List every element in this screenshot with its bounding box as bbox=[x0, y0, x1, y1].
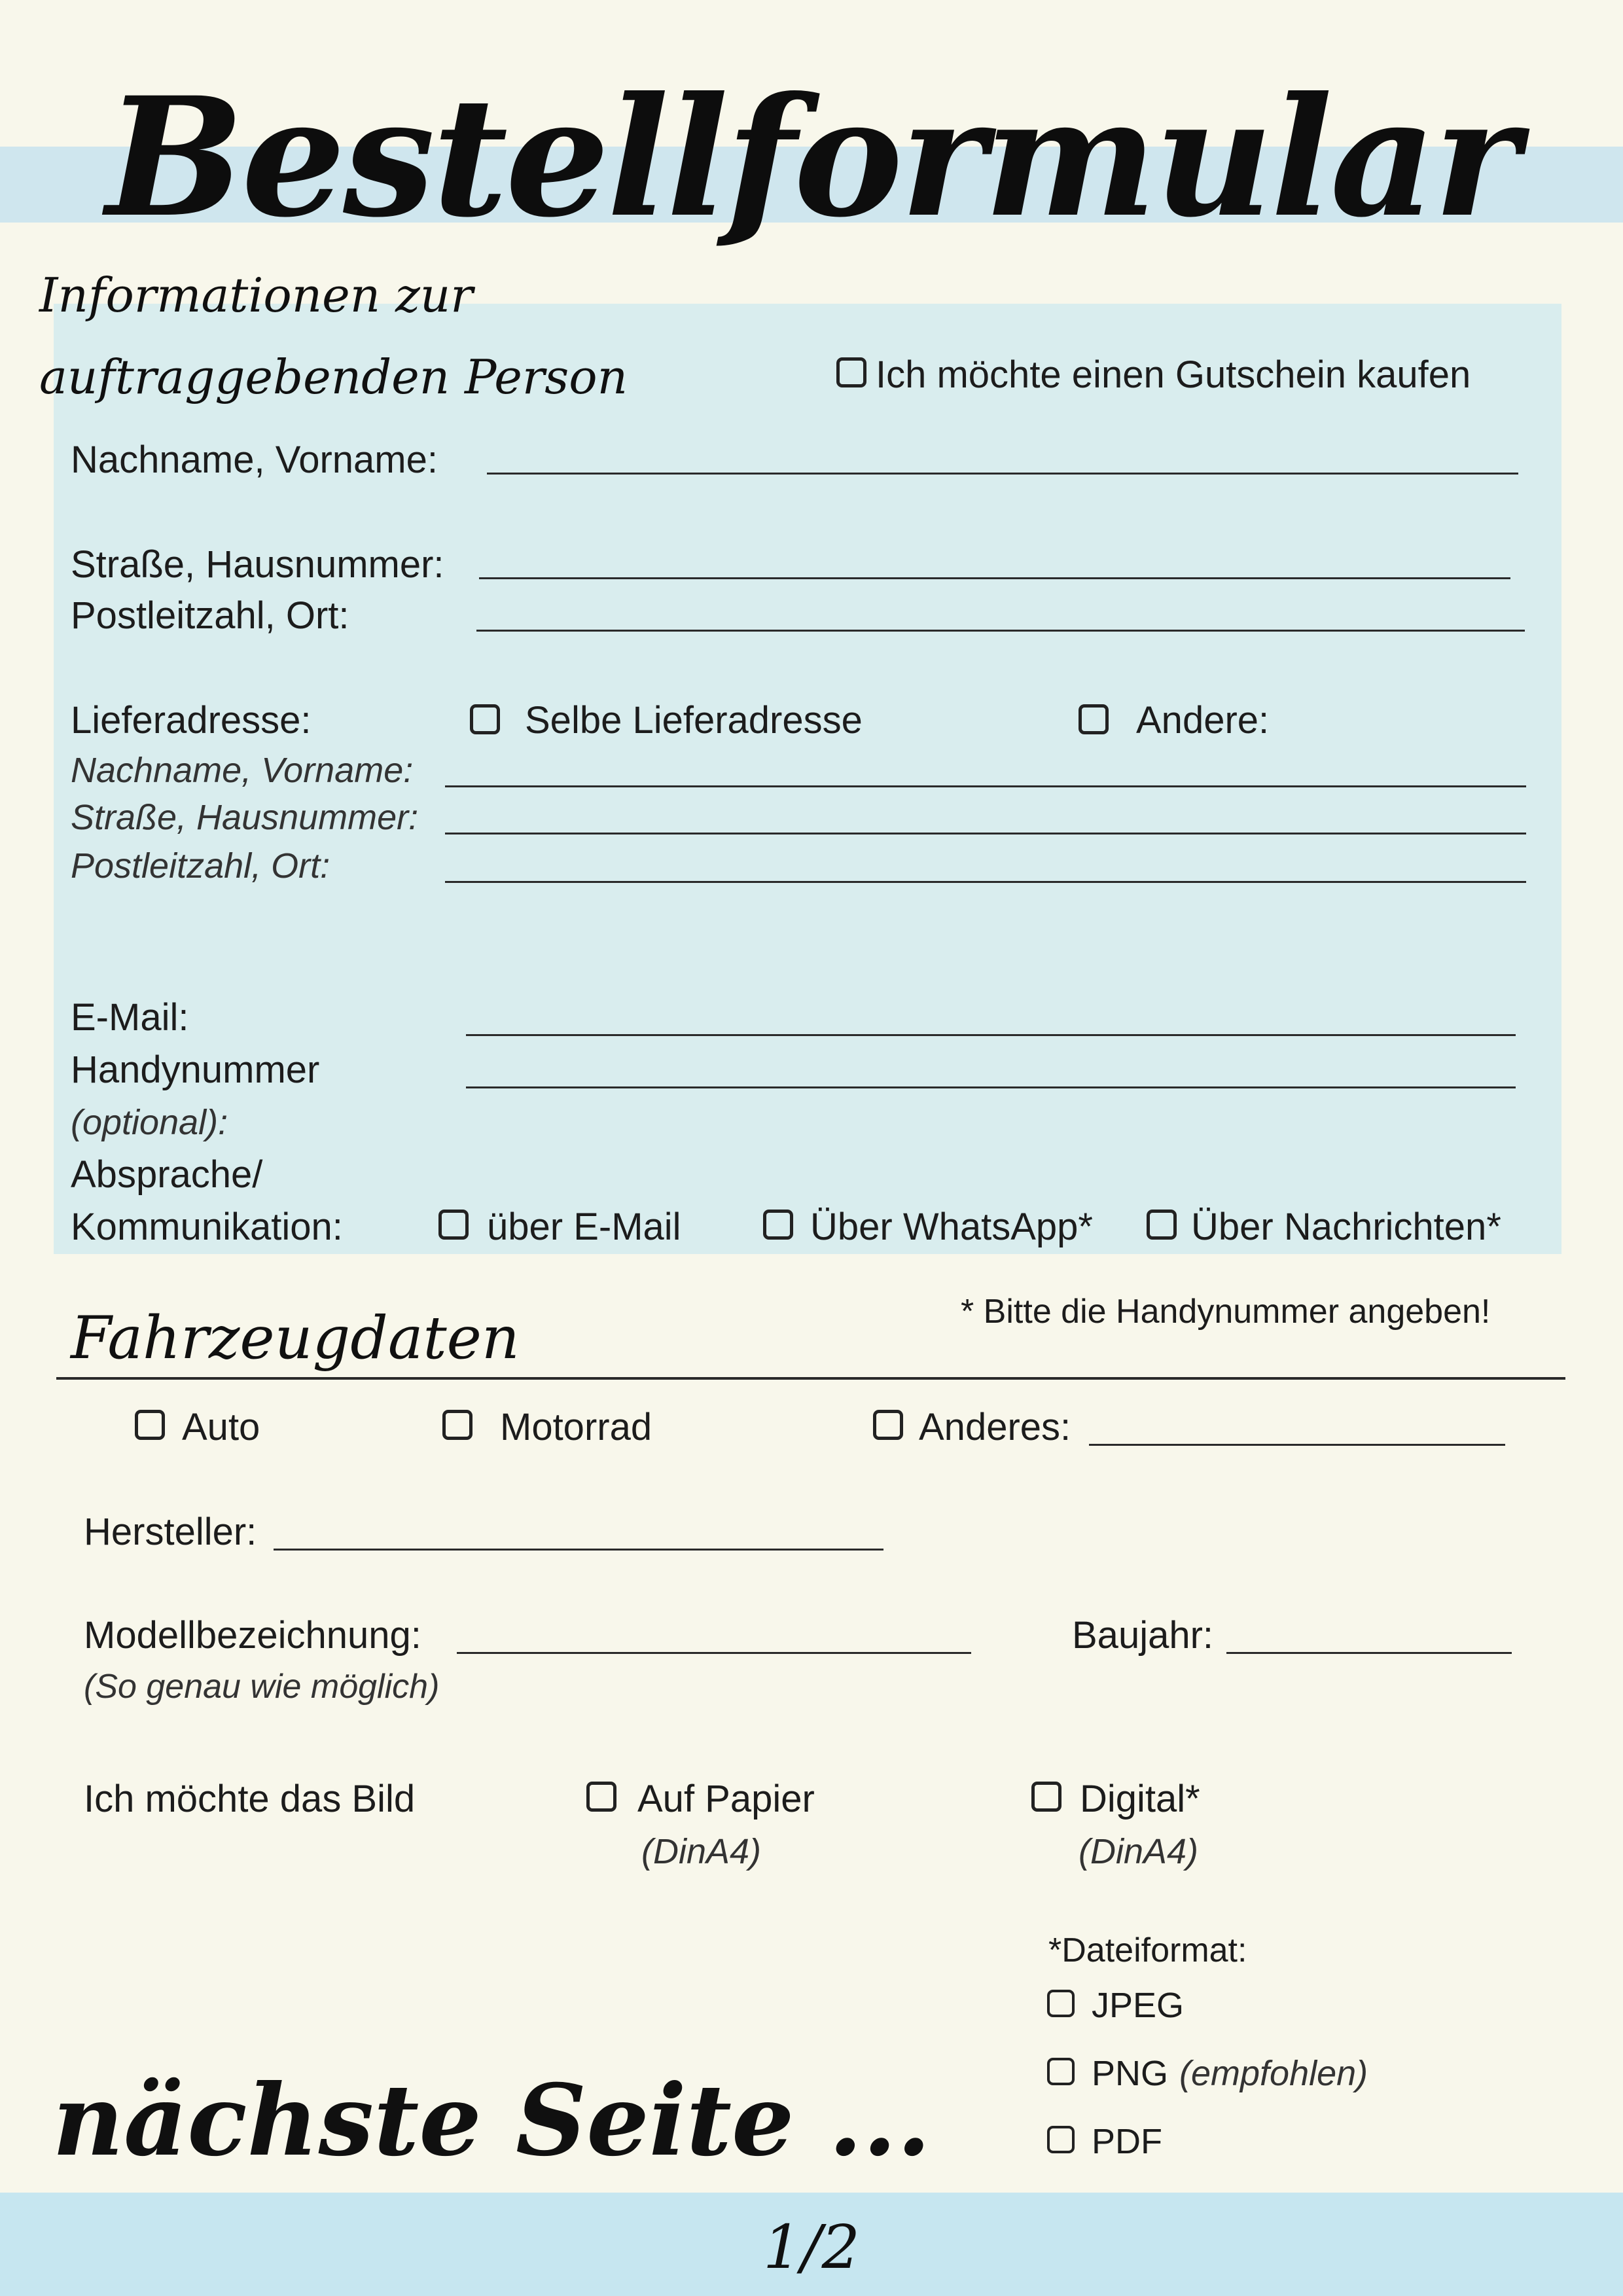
delivery-street-label: Straße, Hausnummer: bbox=[71, 798, 419, 837]
comm-email-checkbox[interactable] bbox=[438, 1210, 469, 1240]
png-checkbox[interactable] bbox=[1047, 2058, 1075, 2085]
voucher-label: Ich möchte einen Gutschein kaufen bbox=[876, 353, 1471, 396]
jpeg-checkbox[interactable] bbox=[1047, 1990, 1075, 2017]
other-address-label: Andere: bbox=[1136, 699, 1270, 742]
street-label: Straße, Hausnummer: bbox=[71, 543, 444, 586]
png-label: PNG bbox=[1092, 2054, 1169, 2093]
same-address-checkbox[interactable] bbox=[470, 704, 500, 734]
comm-email-label: über E-Mail bbox=[487, 1206, 681, 1248]
digital-label: Digital* bbox=[1080, 1778, 1200, 1820]
image-label: Ich möchte das Bild bbox=[84, 1778, 416, 1820]
model-field[interactable] bbox=[457, 1614, 971, 1652]
png-note: (empfohlen) bbox=[1179, 2054, 1368, 2093]
delivery-street-line bbox=[445, 833, 1526, 834]
pdf-checkbox[interactable] bbox=[1047, 2126, 1075, 2153]
name-field[interactable] bbox=[487, 435, 1518, 473]
year-label: Baujahr: bbox=[1072, 1614, 1214, 1657]
email-label: E-Mail: bbox=[71, 996, 189, 1039]
manufacturer-field[interactable] bbox=[274, 1511, 883, 1549]
vehicle-other-label: Anderes: bbox=[919, 1406, 1071, 1448]
vehicle-motorrad-label: Motorrad bbox=[500, 1406, 652, 1448]
vehicle-heading: Fahrzeugdaten bbox=[71, 1304, 520, 1372]
name-label: Nachname, Vorname: bbox=[71, 439, 438, 481]
zip-field[interactable] bbox=[476, 592, 1525, 630]
phone-label: Handynummer bbox=[71, 1049, 320, 1091]
email-field-line bbox=[466, 1034, 1516, 1036]
vehicle-other-field[interactable] bbox=[1089, 1407, 1505, 1444]
phone-field[interactable] bbox=[466, 1049, 1516, 1086]
street-field-line bbox=[479, 577, 1510, 579]
vehicle-auto-checkbox[interactable] bbox=[135, 1410, 165, 1440]
delivery-zip-field[interactable] bbox=[445, 844, 1526, 881]
comm-messages-label: Über Nachrichten* bbox=[1191, 1206, 1501, 1248]
street-field[interactable] bbox=[479, 539, 1510, 577]
manufacturer-line bbox=[274, 1549, 883, 1551]
model-label: Modellbezeichnung: bbox=[84, 1614, 421, 1657]
vehicle-auto-label: Auto bbox=[182, 1406, 260, 1448]
paper-checkbox[interactable] bbox=[586, 1782, 616, 1812]
file-format-label: *Dateiformat: bbox=[1048, 1931, 1247, 1969]
vehicle-heading-rule bbox=[56, 1377, 1565, 1380]
next-page-link[interactable]: nächste Seite ... bbox=[52, 2063, 931, 2178]
pdf-label: PDF bbox=[1092, 2122, 1162, 2161]
year-field[interactable] bbox=[1226, 1614, 1512, 1652]
digital-format: (DinA4) bbox=[1079, 1832, 1199, 1871]
comm-messages-checkbox[interactable] bbox=[1147, 1210, 1177, 1240]
phone-field-line bbox=[466, 1086, 1516, 1088]
delivery-zip-line bbox=[445, 881, 1526, 883]
vehicle-motorrad-checkbox[interactable] bbox=[442, 1410, 473, 1440]
other-address-checkbox[interactable] bbox=[1079, 704, 1109, 734]
comm-whatsapp-checkbox[interactable] bbox=[763, 1210, 793, 1240]
paper-format: (DinA4) bbox=[641, 1832, 762, 1871]
comm-label-line1: Absprache/ bbox=[71, 1153, 263, 1196]
comm-label-line2: Kommunikation: bbox=[71, 1206, 343, 1248]
delivery-street-field[interactable] bbox=[445, 796, 1526, 833]
delivery-name-field[interactable] bbox=[445, 749, 1526, 785]
page-title: Bestellformular bbox=[105, 61, 1518, 253]
delivery-zip-label: Postleitzahl, Ort: bbox=[71, 846, 330, 886]
email-field[interactable] bbox=[466, 996, 1516, 1034]
vehicle-other-checkbox[interactable] bbox=[873, 1410, 903, 1440]
delivery-label: Lieferadresse: bbox=[71, 699, 312, 742]
model-hint: (So genau wie möglich) bbox=[84, 1668, 440, 1706]
digital-checkbox[interactable] bbox=[1031, 1782, 1061, 1812]
voucher-checkbox[interactable] bbox=[836, 357, 866, 387]
vehicle-other-line bbox=[1089, 1444, 1505, 1446]
year-line bbox=[1226, 1652, 1512, 1654]
manufacturer-label: Hersteller: bbox=[84, 1511, 257, 1553]
jpeg-label: JPEG bbox=[1092, 1986, 1185, 2025]
delivery-name-label: Nachname, Vorname: bbox=[71, 751, 414, 790]
zip-field-line bbox=[476, 630, 1525, 632]
phone-note: * Bitte die Handynummer angeben! bbox=[961, 1293, 1491, 1331]
same-address-label: Selbe Lieferadresse bbox=[525, 699, 863, 742]
name-field-line bbox=[487, 473, 1518, 475]
phone-optional-label: (optional): bbox=[71, 1103, 228, 1142]
customer-heading-line1: Informationen zur bbox=[39, 268, 473, 323]
model-line bbox=[457, 1652, 971, 1654]
zip-label: Postleitzahl, Ort: bbox=[71, 594, 349, 637]
page-indicator: 1/2 bbox=[762, 2212, 861, 2282]
customer-heading-line2: auftraggebenden Person bbox=[39, 350, 628, 404]
comm-whatsapp-label: Über WhatsApp* bbox=[810, 1206, 1093, 1248]
paper-label: Auf Papier bbox=[637, 1778, 815, 1820]
delivery-name-line bbox=[445, 785, 1526, 787]
